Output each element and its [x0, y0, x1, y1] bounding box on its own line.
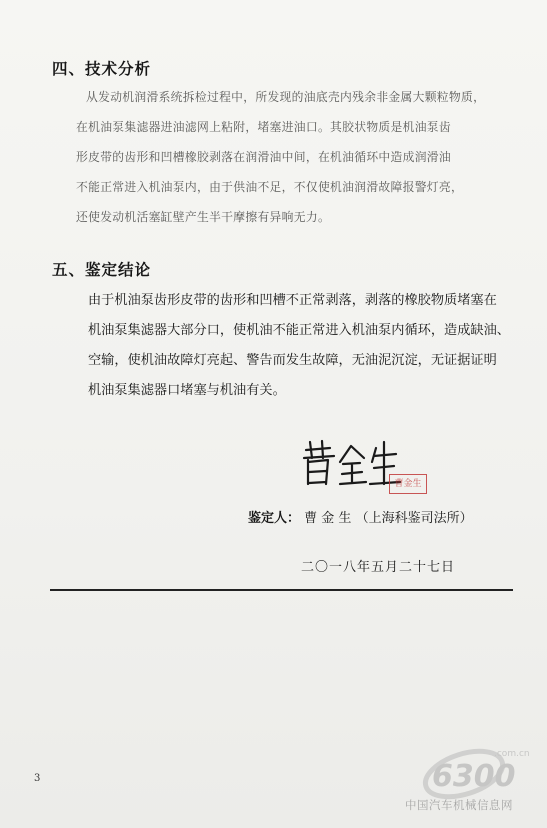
section-4-heading: 四、技术分析 — [52, 60, 152, 78]
body-line: 从发动机润滑系统拆检过程中，所发现的油底壳内残余非金属大颗粒物质， — [86, 90, 486, 104]
seal-stamp: 曹金生 — [389, 474, 427, 494]
watermark-text: 中国汽车机械信息网 — [405, 798, 513, 812]
page-number: 3 — [34, 773, 41, 784]
body-line: 形皮带的齿形和凹槽橡胶剥落在润滑油中间，在机油循环中造成润滑油 — [76, 150, 452, 164]
watermark-domain: .com.cn — [494, 749, 530, 759]
document-date: 二〇一八年五月二十七日 — [301, 560, 456, 575]
appraiser-name: 曹 金 生 — [304, 511, 352, 526]
watermark-logo-text: 6300 — [432, 759, 516, 794]
conclusion-line: 机油泵集滤器大部分口，使机油不能正常进入机油泵内循环，造成缺油、 — [88, 323, 510, 338]
conclusion-line: 机油泵集滤器口堵塞与机油有关。 — [88, 383, 286, 398]
appraiser-line — [248, 507, 473, 526]
body-line: 在机油泵集滤器进油滤网上粘附，堵塞进油口。其胶状物质是机油泵齿 — [76, 120, 452, 134]
body-line: 不能正常进入机油泵内，由于供油不足，不仅使机油润滑故障报警灯亮， — [76, 180, 464, 194]
conclusion-line: 空输，使机油故障灯亮起、警告而发生故障，无油泥沉淀，无证据证明 — [88, 353, 497, 368]
appraiser-label: 鉴定人： — [248, 511, 301, 526]
body-line: 还使发动机活塞缸壁产生半干摩擦有异响无力。 — [76, 210, 331, 224]
conclusion-line: 由于机油泵齿形皮带的齿形和凹槽不正常剥落，剥落的橡胶物质堵塞在 — [88, 293, 497, 308]
section-5-heading: 五、鉴定结论 — [52, 261, 152, 279]
site-watermark-logo — [402, 740, 542, 826]
horizontal-rule — [50, 589, 513, 591]
section-4-body — [64, 82, 504, 232]
section-5-body — [88, 286, 528, 406]
appraiser-org: （上海科鉴司法所） — [355, 511, 473, 526]
